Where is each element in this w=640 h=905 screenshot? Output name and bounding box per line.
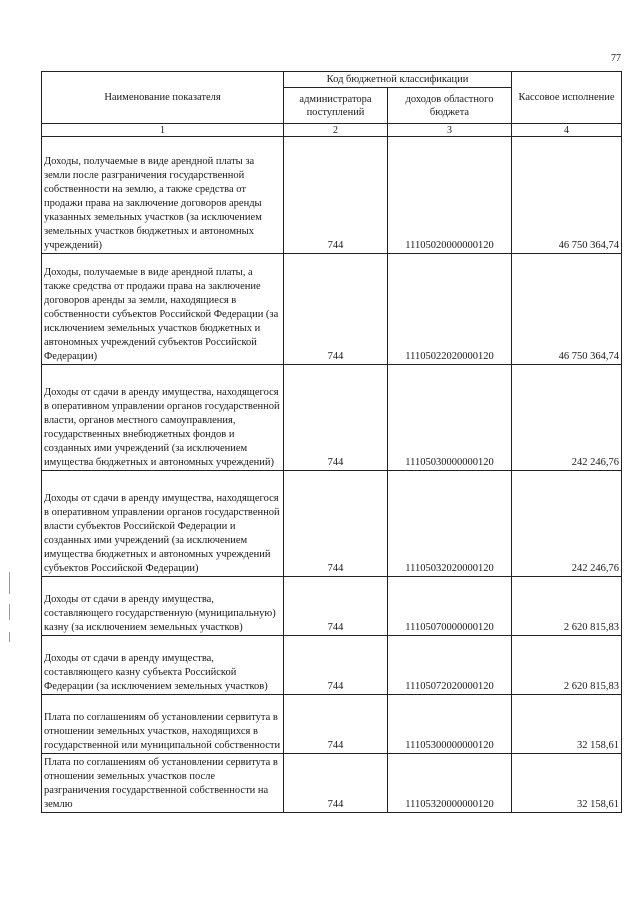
indicator-name-cell: Плата по соглашениям об установлении сервитута в отношении земельных участков после разграничения государственной собственности на землю <box>42 754 284 813</box>
indicator-name-cell: Доходы от сдачи в аренду имущества, составляющего казну субъекта Российской Федерации (за исключением земельных участков) <box>42 636 284 695</box>
administrator-code-cell: 744 <box>284 471 388 577</box>
income-code-cell: 11105300000000120 <box>388 695 512 754</box>
indicator-name-cell: Доходы, получаемые в виде арендной платы за земли после разграничения государственной собственности на землю, а также средства от продажи права на заключение договоров аренды указанных земельных участков (за исключением земельных участков бюджетных и автономных учреждений) <box>42 137 284 254</box>
margin-scan-mark <box>9 572 10 594</box>
amount-cell: 2 620 815,83 <box>512 636 622 695</box>
amount-cell: 46 750 364,74 <box>512 254 622 365</box>
header-budget-code-group: Код бюджетной классификации <box>284 72 512 88</box>
amount-cell: 32 158,61 <box>512 695 622 754</box>
page-number: 77 <box>611 53 621 64</box>
table-row <box>42 254 622 365</box>
administrator-code-cell: 744 <box>284 365 388 471</box>
header-cash-execution: Кассовое исполнение <box>512 72 622 124</box>
indicator-name-cell: Плата по соглашениям об установлении сервитута в отношении земельных участков, находящихся в государственной или муниципальной собственности <box>42 695 284 754</box>
income-code-cell: 11105070000000120 <box>388 577 512 636</box>
table-row <box>42 137 622 254</box>
income-code-cell: 11105022020000120 <box>388 254 512 365</box>
administrator-code-cell: 744 <box>284 137 388 254</box>
table-row <box>42 471 622 577</box>
administrator-code-cell: 744 <box>284 636 388 695</box>
income-code-cell: 11105032020000120 <box>388 471 512 577</box>
header-administrator: администратора поступлений <box>284 88 388 124</box>
administrator-code-cell: 744 <box>284 577 388 636</box>
column-number: 4 <box>512 124 622 137</box>
margin-scan-mark <box>9 604 10 620</box>
table-row <box>42 754 622 813</box>
indicator-name-cell: Доходы от сдачи в аренду имущества, составляющего государственную (муниципальную) казну (за исключением земельных участков) <box>42 577 284 636</box>
column-number-row <box>42 124 622 137</box>
column-number: 3 <box>388 124 512 137</box>
header-indicator-name: Наименование показателя <box>42 72 284 124</box>
administrator-code-cell: 744 <box>284 754 388 813</box>
income-code-cell: 11105320000000120 <box>388 754 512 813</box>
amount-cell: 242 246,76 <box>512 471 622 577</box>
indicator-name-cell: Доходы, получаемые в виде арендной платы, а также средства от продажи права на заключение договоров аренды за земли, находящиеся в собственности субъектов Российской Федерации (за исключением земельных участков бюджетных и автономных учреждений субъектов Российской Федерации) <box>42 254 284 365</box>
administrator-code-cell: 744 <box>284 254 388 365</box>
budget-execution-table <box>41 71 622 813</box>
income-code-cell: 11105020000000120 <box>388 137 512 254</box>
header-income-code: доходов областного бюджета <box>388 88 512 124</box>
income-code-cell: 11105030000000120 <box>388 365 512 471</box>
amount-cell: 46 750 364,74 <box>512 137 622 254</box>
indicator-name-cell: Доходы от сдачи в аренду имущества, находящегося в оперативном управлении органов государственной власти, органов местного самоуправления, государственных внебюджетных фондов и созданных ими учреждений (за исключением имущества бюджетных и автономных учреждений) <box>42 365 284 471</box>
table-row <box>42 577 622 636</box>
column-number: 2 <box>284 124 388 137</box>
amount-cell: 32 158,61 <box>512 754 622 813</box>
margin-scan-mark <box>9 632 10 642</box>
table-row <box>42 365 622 471</box>
column-number: 1 <box>42 124 284 137</box>
amount-cell: 242 246,76 <box>512 365 622 471</box>
administrator-code-cell: 744 <box>284 695 388 754</box>
income-code-cell: 11105072020000120 <box>388 636 512 695</box>
amount-cell: 2 620 815,83 <box>512 577 622 636</box>
table-row <box>42 695 622 754</box>
indicator-name-cell: Доходы от сдачи в аренду имущества, находящегося в оперативном управлении органов государственной власти субъектов Российской Федерации и созданных ими учреждений (за исключением имущества бюджетных и автономных учреждений субъектов Российской Федерации) <box>42 471 284 577</box>
table-row <box>42 636 622 695</box>
